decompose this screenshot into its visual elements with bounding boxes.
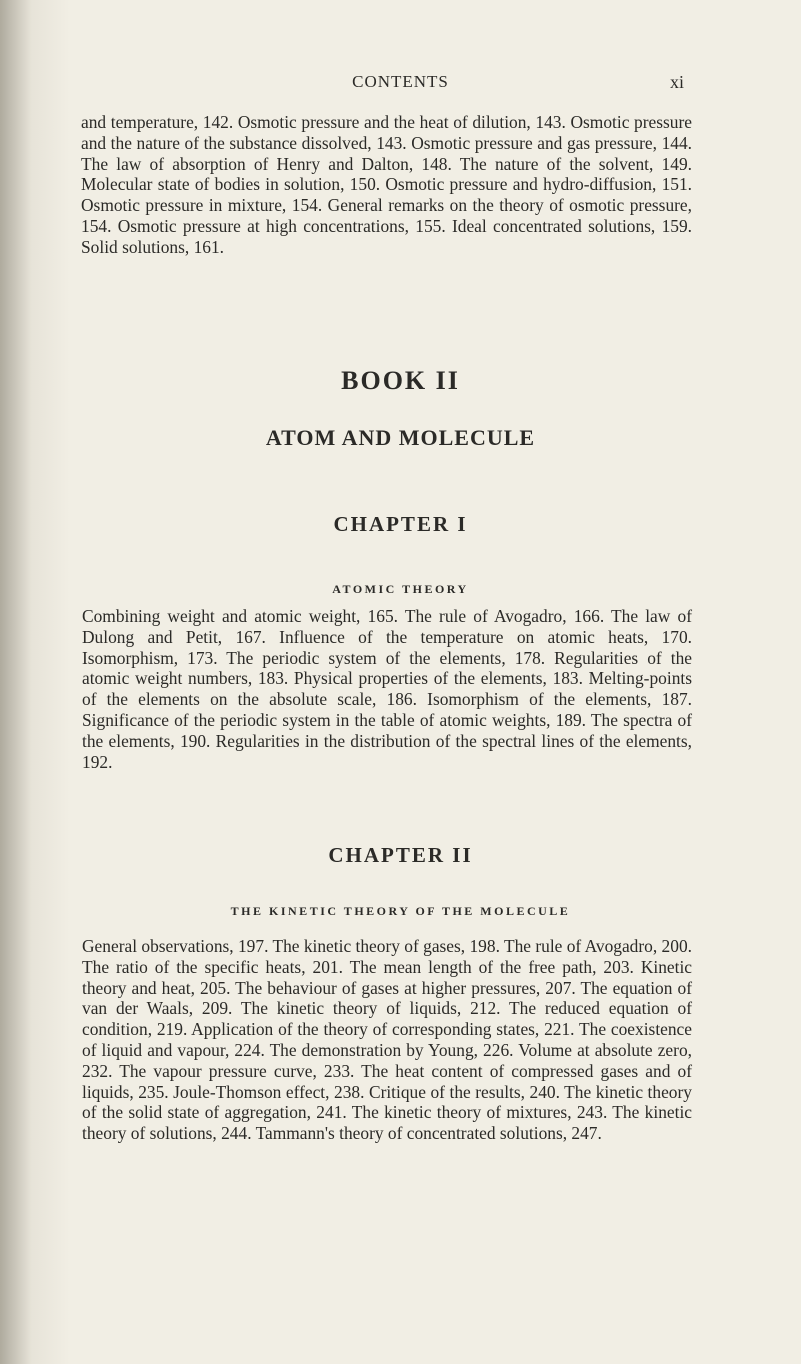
running-head-title: CONTENTS bbox=[352, 72, 449, 91]
chapter-1-subtitle: ATOMIC THEORY bbox=[332, 582, 469, 596]
page-edge-shadow bbox=[0, 0, 70, 1364]
chapter-1-contents: Combining weight and atomic weight, 165. The rule of Avogadro, 166. The law of Dulong and Petit, 167. Influence of the temperature on atomic heats, 170. Isomorphism, 173. The periodic system of the elements, 178. Regularities of the atomic weight numbers, 183. Physical properties of the elements, 183. Melting-points of the elements on the absolute scale, 186. Isomorphism of the elements, 187. Significance of the periodic system in the table of atomic weights, 189. The spectra of the elements, 190. Regularities in the distribution of the spectral lines of the elements, 192. bbox=[82, 606, 692, 772]
chapter-2-subtitle: THE KINETIC THEORY OF THE MOLECULE bbox=[230, 904, 571, 918]
book-title: ATOM AND MOLECULE bbox=[265, 425, 536, 450]
chapter-1-label: CHAPTER I bbox=[333, 512, 468, 536]
book-label: BOOK II bbox=[341, 366, 460, 395]
page-number: xi bbox=[669, 72, 684, 92]
chapter-2-label: CHAPTER II bbox=[328, 843, 473, 867]
intro-paragraph: and temperature, 142. Osmotic pressure and the heat of dilution, 143. Osmotic pressure and the nature of the substance dissolved, 143. Osmotic pressure and gas pressure, 144. The law of absorption of Henry and Dalton, 148. The nature of the solvent, 149. Molecular state of bodies in solution, 150. Osmotic pressure and hydro-diffusion, 151. Osmotic pressure in mixture, 154. General remarks on the theory of osmotic pressure, 154. Osmotic pressure at high concentrations, 155. Ideal concentrated solutions, 159. Solid solutions, 161. bbox=[81, 112, 692, 257]
chapter-2-contents: General observations, 197. The kinetic theory of gases, 198. The rule of Avogadro, 200. The ratio of the specific heats, 201. The mean length of the free path, 203. Kinetic theory and heat, 205. The behaviour of gases at higher pressures, 207. The equation of van der Waals, 209. The kinetic theory of liquids, 212. The reduced equation of condition, 219. Application of the theory of corresponding states, 221. The coexistence of liquid and vapour, 224. The demonstration by Young, 226. Volume at absolute zero, 232. The vapour pressure curve, 233. The heat content of compressed gases and of liquids, 235. Joule-Thomson effect, 238. Critique of the results, 240. The kinetic theory of the solid state of aggregation, 241. The kinetic theory of mixtures, 243. The kinetic theory of solutions, 244. Tammann's theory of concentrated solutions, 247. bbox=[82, 936, 692, 1144]
running-head bbox=[0, 72, 801, 98]
